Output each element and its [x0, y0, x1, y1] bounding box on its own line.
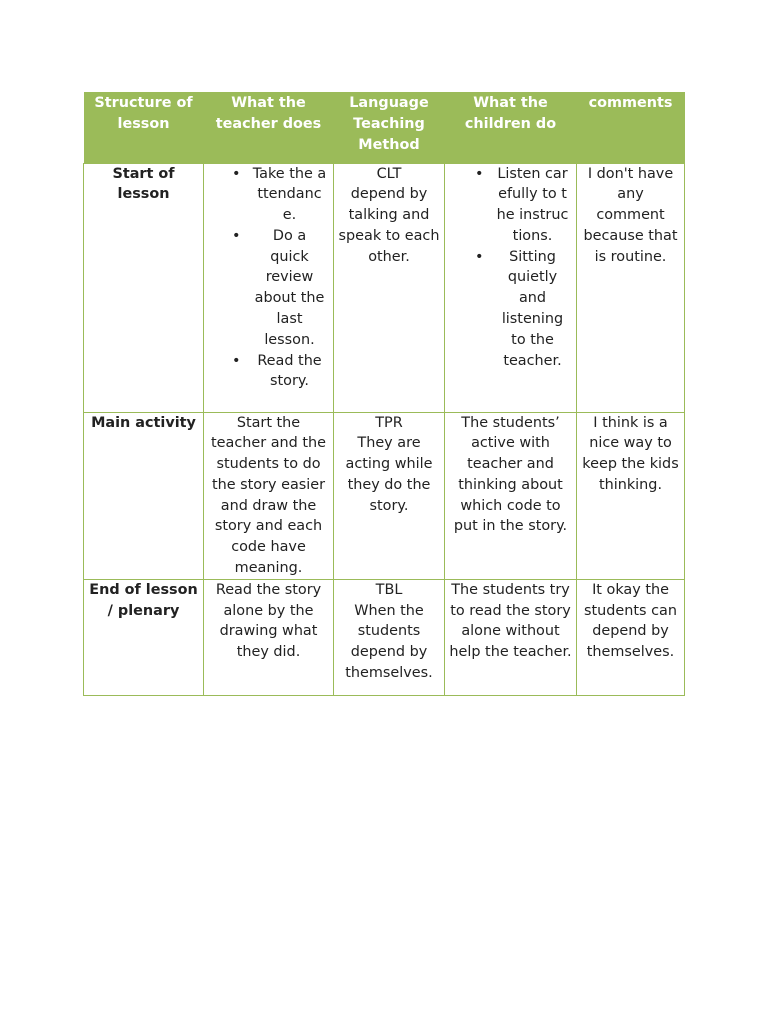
children-cell-start — [445, 163, 577, 412]
comment-cell-end: It okay the students can depend by themselves. — [577, 579, 685, 695]
children-cell-main: The students’ active with teacher and thinking about which code to put in the story. — [445, 412, 577, 579]
method-cell-start: CLT depend by talking and speak to each other. — [334, 163, 445, 412]
table-row-main — [84, 412, 685, 579]
header-children: What the children do — [464, 95, 557, 132]
list-item: • Take the attendance. — [252, 164, 327, 226]
stage-main: Main activity — [84, 412, 204, 579]
list-item: • Sitting quietly and listening to the teacher. — [495, 247, 570, 372]
teacher-cell-main: Start the teacher and the students to do the story easier and draw the story and each code have meaning. — [204, 412, 334, 579]
teacher-list-start — [252, 164, 327, 393]
list-item: • Do a quick review about the last lesson. — [252, 226, 327, 351]
lesson-plan-table — [83, 92, 685, 696]
header-method: Language Teaching Method — [349, 95, 429, 153]
children-list-start — [495, 164, 570, 372]
table-row-end — [84, 579, 685, 695]
children-cell-end: The students try to read the story alone without help the teacher. — [445, 579, 577, 695]
teacher-cell-start — [204, 163, 334, 412]
stage-end: End of lesson / plenary — [84, 579, 204, 695]
table-header-row — [84, 92, 685, 163]
table-row-start — [84, 163, 685, 412]
header-structure: Structure of lesson — [94, 95, 193, 132]
comment-cell-main: I think is a nice way to keep the kids thinking. — [577, 412, 685, 579]
header-comments: comments — [588, 95, 673, 111]
list-item: • Read the story. — [252, 351, 327, 393]
header-teacher: What the teacher does — [215, 95, 322, 132]
method-cell-main: TPR They are acting while they do the story. — [334, 412, 445, 579]
list-item: • Listen carefully to the instructions. — [495, 164, 570, 247]
teacher-cell-end: Read the story alone by the drawing what they did. — [204, 579, 334, 695]
comment-cell-start: I don't have any comment because that is routine. — [577, 163, 685, 412]
method-cell-end: TBL When the students depend by themselves. — [334, 579, 445, 695]
stage-start: Start of lesson — [84, 163, 204, 412]
